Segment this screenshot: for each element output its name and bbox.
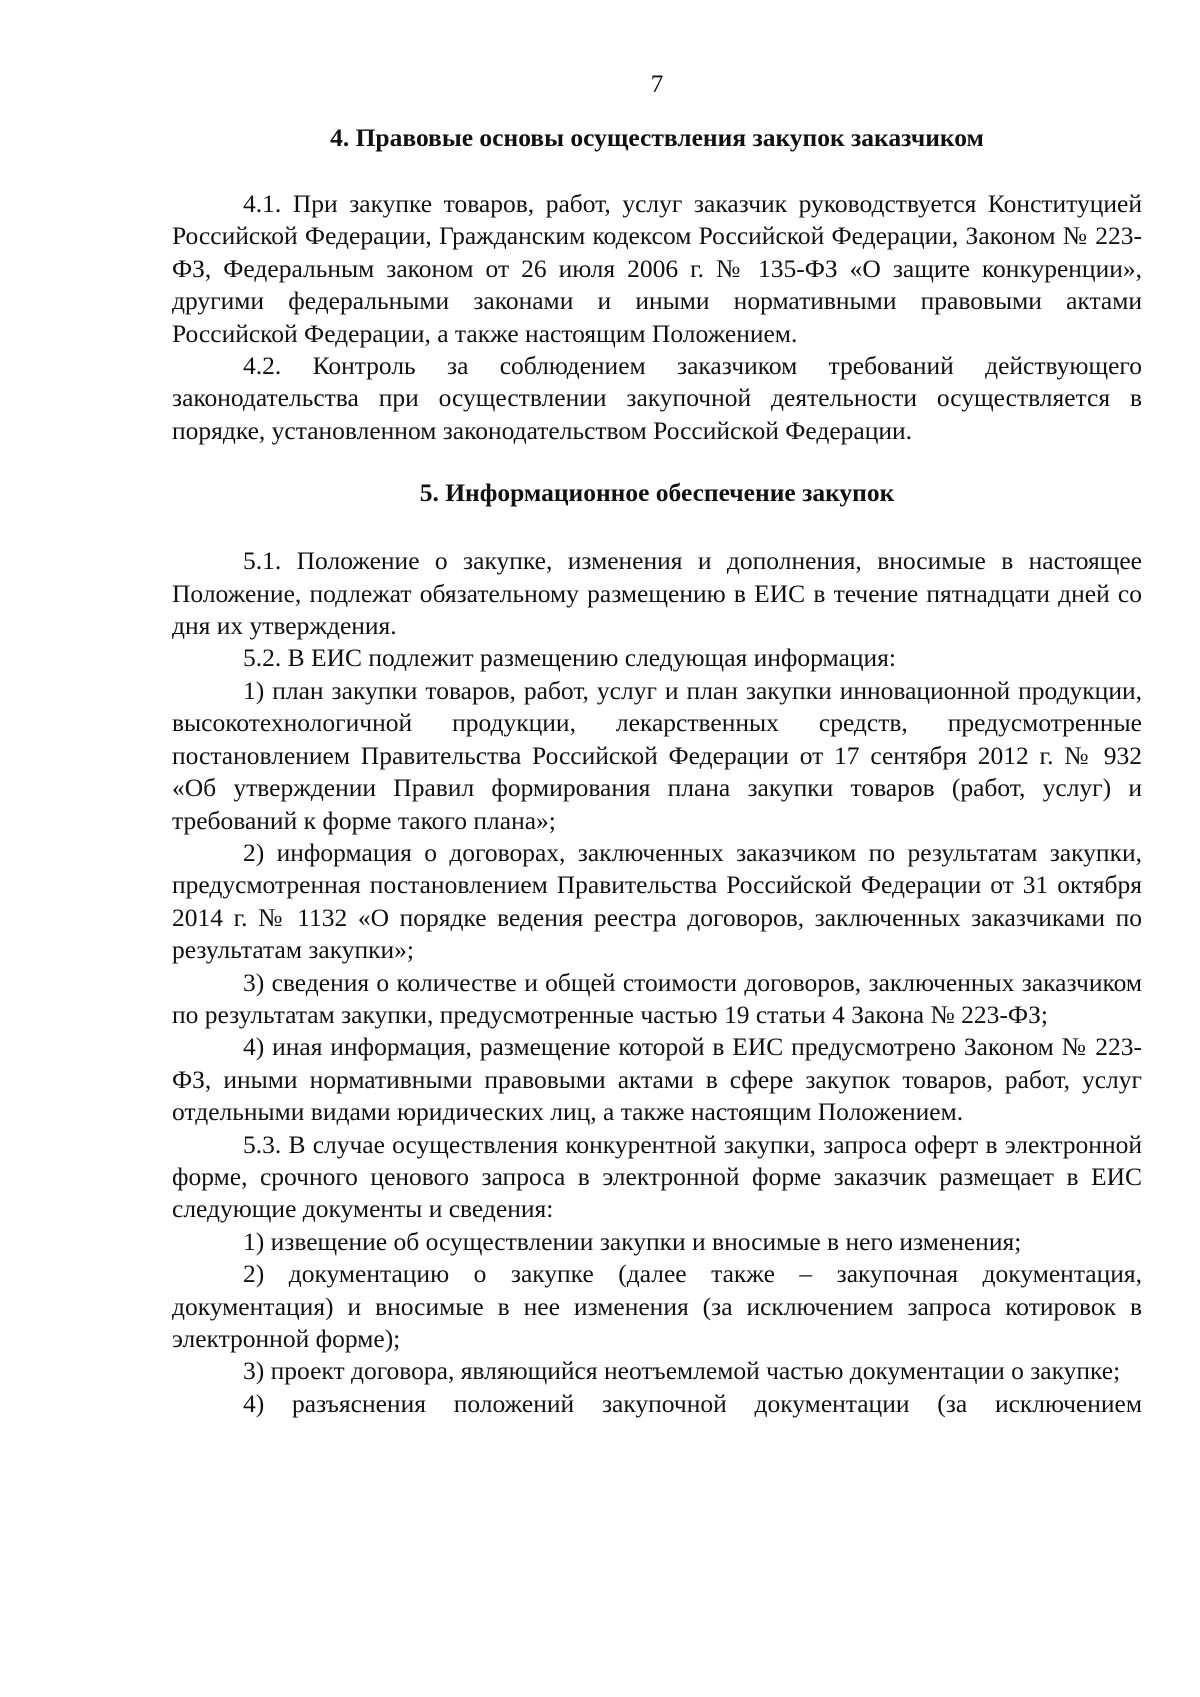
paragraph-5-3-item-3: 3) проект договора, являющийся неотъемлемой частью документации о закупке;	[243, 1356, 1121, 1386]
paragraph-5-2: 5.2. В ЕИС подлежит размещению следующая информация:	[243, 643, 896, 673]
paragraph-5-2-item-3: 3) сведения о количестве и общей стоимости договоров, заключенных заказчиком по результатам закупки, предусмотренные частью 19 статьи 4 Закона № 223-ФЗ;	[172, 967, 1142, 1029]
section-4-title: 4. Правовые основы осуществления закупок заказчиком	[330, 123, 984, 152]
paragraph-5-3: 5.3. В случае осуществления конкурентной закупки, запроса оферт в электронной форме, срочного ценового запроса в электронной форме заказчик размещает в ЕИС следующие документы и сведения:	[172, 1129, 1142, 1224]
paragraph-5-1: 5.1. Положение о закупке, изменения и дополнения, вносимые в настоящее Положение, подлежат обязательному размещению в ЕИС в течение пятнадцати дней со дня их утверждения.	[172, 546, 1142, 641]
section-5	[172, 477, 1142, 1420]
paragraph-5-2-item-4: 4) иная информация, размещение которой в ЕИС предусмотрено Законом № 223-ФЗ, иными нормативными правовыми актами в сфере закупок товаров, работ, услуг отдельными видами юридических лиц, а также настоящим Положением.	[172, 1032, 1142, 1127]
paragraph-5-2-item-1: 1) план закупки товаров, работ, услуг и план закупки инновационной продукции, высокотехнологичной продукции, лекарственных средств, предусмотренные постановлением Правительства Российской Федерации от 17 сентября 2012 г. № 932 «Об утверждении Правил формирования плана закупки товаров (работ, услуг) и требований к форме такого плана»;	[172, 675, 1142, 835]
section-5-title: 5. Информационное обеспечение закупок	[419, 478, 895, 508]
section-4	[172, 122, 1142, 447]
paragraph-5-3-item-1: 1) извещение об осуществлении закупки и вносимые в него изменения;	[243, 1226, 1022, 1256]
paragraph-5-3-item-4: 4) разъяснения положений закупочной документации (за исключением	[243, 1388, 1142, 1418]
paragraph-4-1: 4.1. При закупке товаров, работ, услуг заказчик руководствуется Конституцией Российской Федерации, Гражданским кодексом Российской Федерации, Законом № 223-ФЗ, Федеральным законом от 26 июля 2006 г. № 135-ФЗ «О защите конкуренции», другими федеральными законами и иными нормативными правовыми актами Российской Федерации, а также настоящим Положением.	[172, 189, 1142, 348]
page-number: 7	[650, 69, 664, 98]
paragraph-4-2: 4.2. Контроль за соблюдением заказчиком требований действующего законодательства при осуществлении закупочной деятельности осуществляется в порядке, установленном законодательством Российской Федерации.	[172, 351, 1142, 445]
paragraph-5-2-item-2: 2) информация о договорах, заключенных заказчиком по результатам закупки, предусмотренная постановлением Правительства Российской Федерации от 31 октября 2014 г. № 1132 «О порядке ведения реестра договоров, заключенных заказчиками по результатам закупки»;	[172, 837, 1142, 965]
paragraph-5-3-item-2: 2) документацию о закупке (далее также – закупочная документация, документация) и вносимые в нее изменения (за исключением запроса котировок в электронной форме);	[172, 1259, 1142, 1353]
